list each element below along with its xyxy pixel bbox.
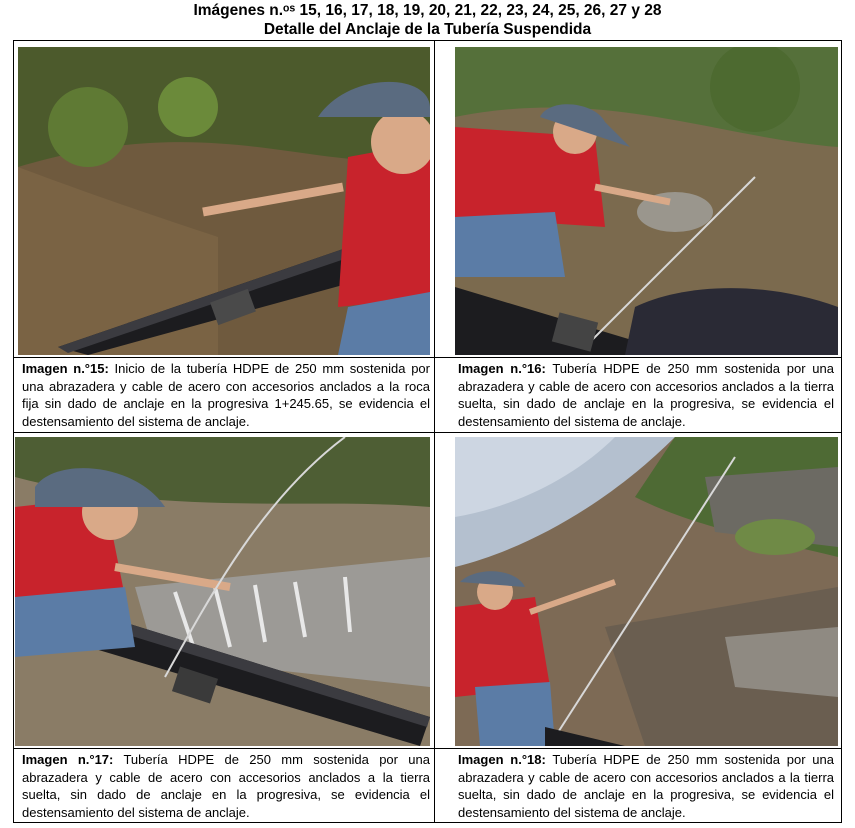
photo-15 xyxy=(18,47,430,355)
caption-16 xyxy=(458,360,834,430)
photo-18 xyxy=(455,437,838,746)
document-subtitle: Detalle del Anclaje de la Tubería Suspendida xyxy=(263,21,592,38)
table-divider-row2-caption xyxy=(13,748,842,749)
caption-18-text: Tubería HDPE de 250 mm sostenida por una abrazadera y cable de acero con accesorios anclados a la tierra suelta, sin dado de anclaje en la progresiva, se evidencia el destensamiento del sistema de anclaje. xyxy=(458,752,834,820)
caption-15-text: Inicio de la tubería HDPE de 250 mm sostenida por una abrazadera y cable de acero con accesorios anclados a la roca fija sin dado de anclaje en la progresiva 1+245.65, se evidencia el destensamiento del sistema de anclaje. xyxy=(22,361,430,429)
caption-16-text: Tubería HDPE de 250 mm sostenida por una abrazadera y cable de acero con accesorios anclados a la tierra suelta, sin dado de anclaje en la progresiva, se evidencia el destensamiento del sistema de anclaje. xyxy=(458,361,834,429)
photo-16 xyxy=(455,47,838,355)
table-divider-row1-caption xyxy=(13,357,842,358)
table-divider-middle xyxy=(13,432,842,433)
photo-17 xyxy=(15,437,430,746)
caption-18 xyxy=(458,751,834,821)
caption-17-text: Tubería HDPE de 250 mm sostenida por una abrazadera y cable de acero con accesorios anclados a la tierra suelta, sin dado de anclaje en la progresiva, se evidencia el destensamiento del sistema de anclaje. xyxy=(22,752,430,820)
caption-15-label: Imagen n.°15: xyxy=(22,361,109,376)
caption-17 xyxy=(22,751,430,821)
caption-16-label: Imagen n.°16: xyxy=(458,361,546,376)
caption-17-label: Imagen n.°17: xyxy=(22,752,114,767)
caption-15 xyxy=(22,360,430,430)
caption-18-label: Imagen n.°18: xyxy=(458,752,546,767)
document-title: Imágenes n.ᵒˢ 15, 16, 17, 18, 19, 20, 21, 22, 23, 24, 25, 26, 27 y 28 xyxy=(193,2,662,19)
